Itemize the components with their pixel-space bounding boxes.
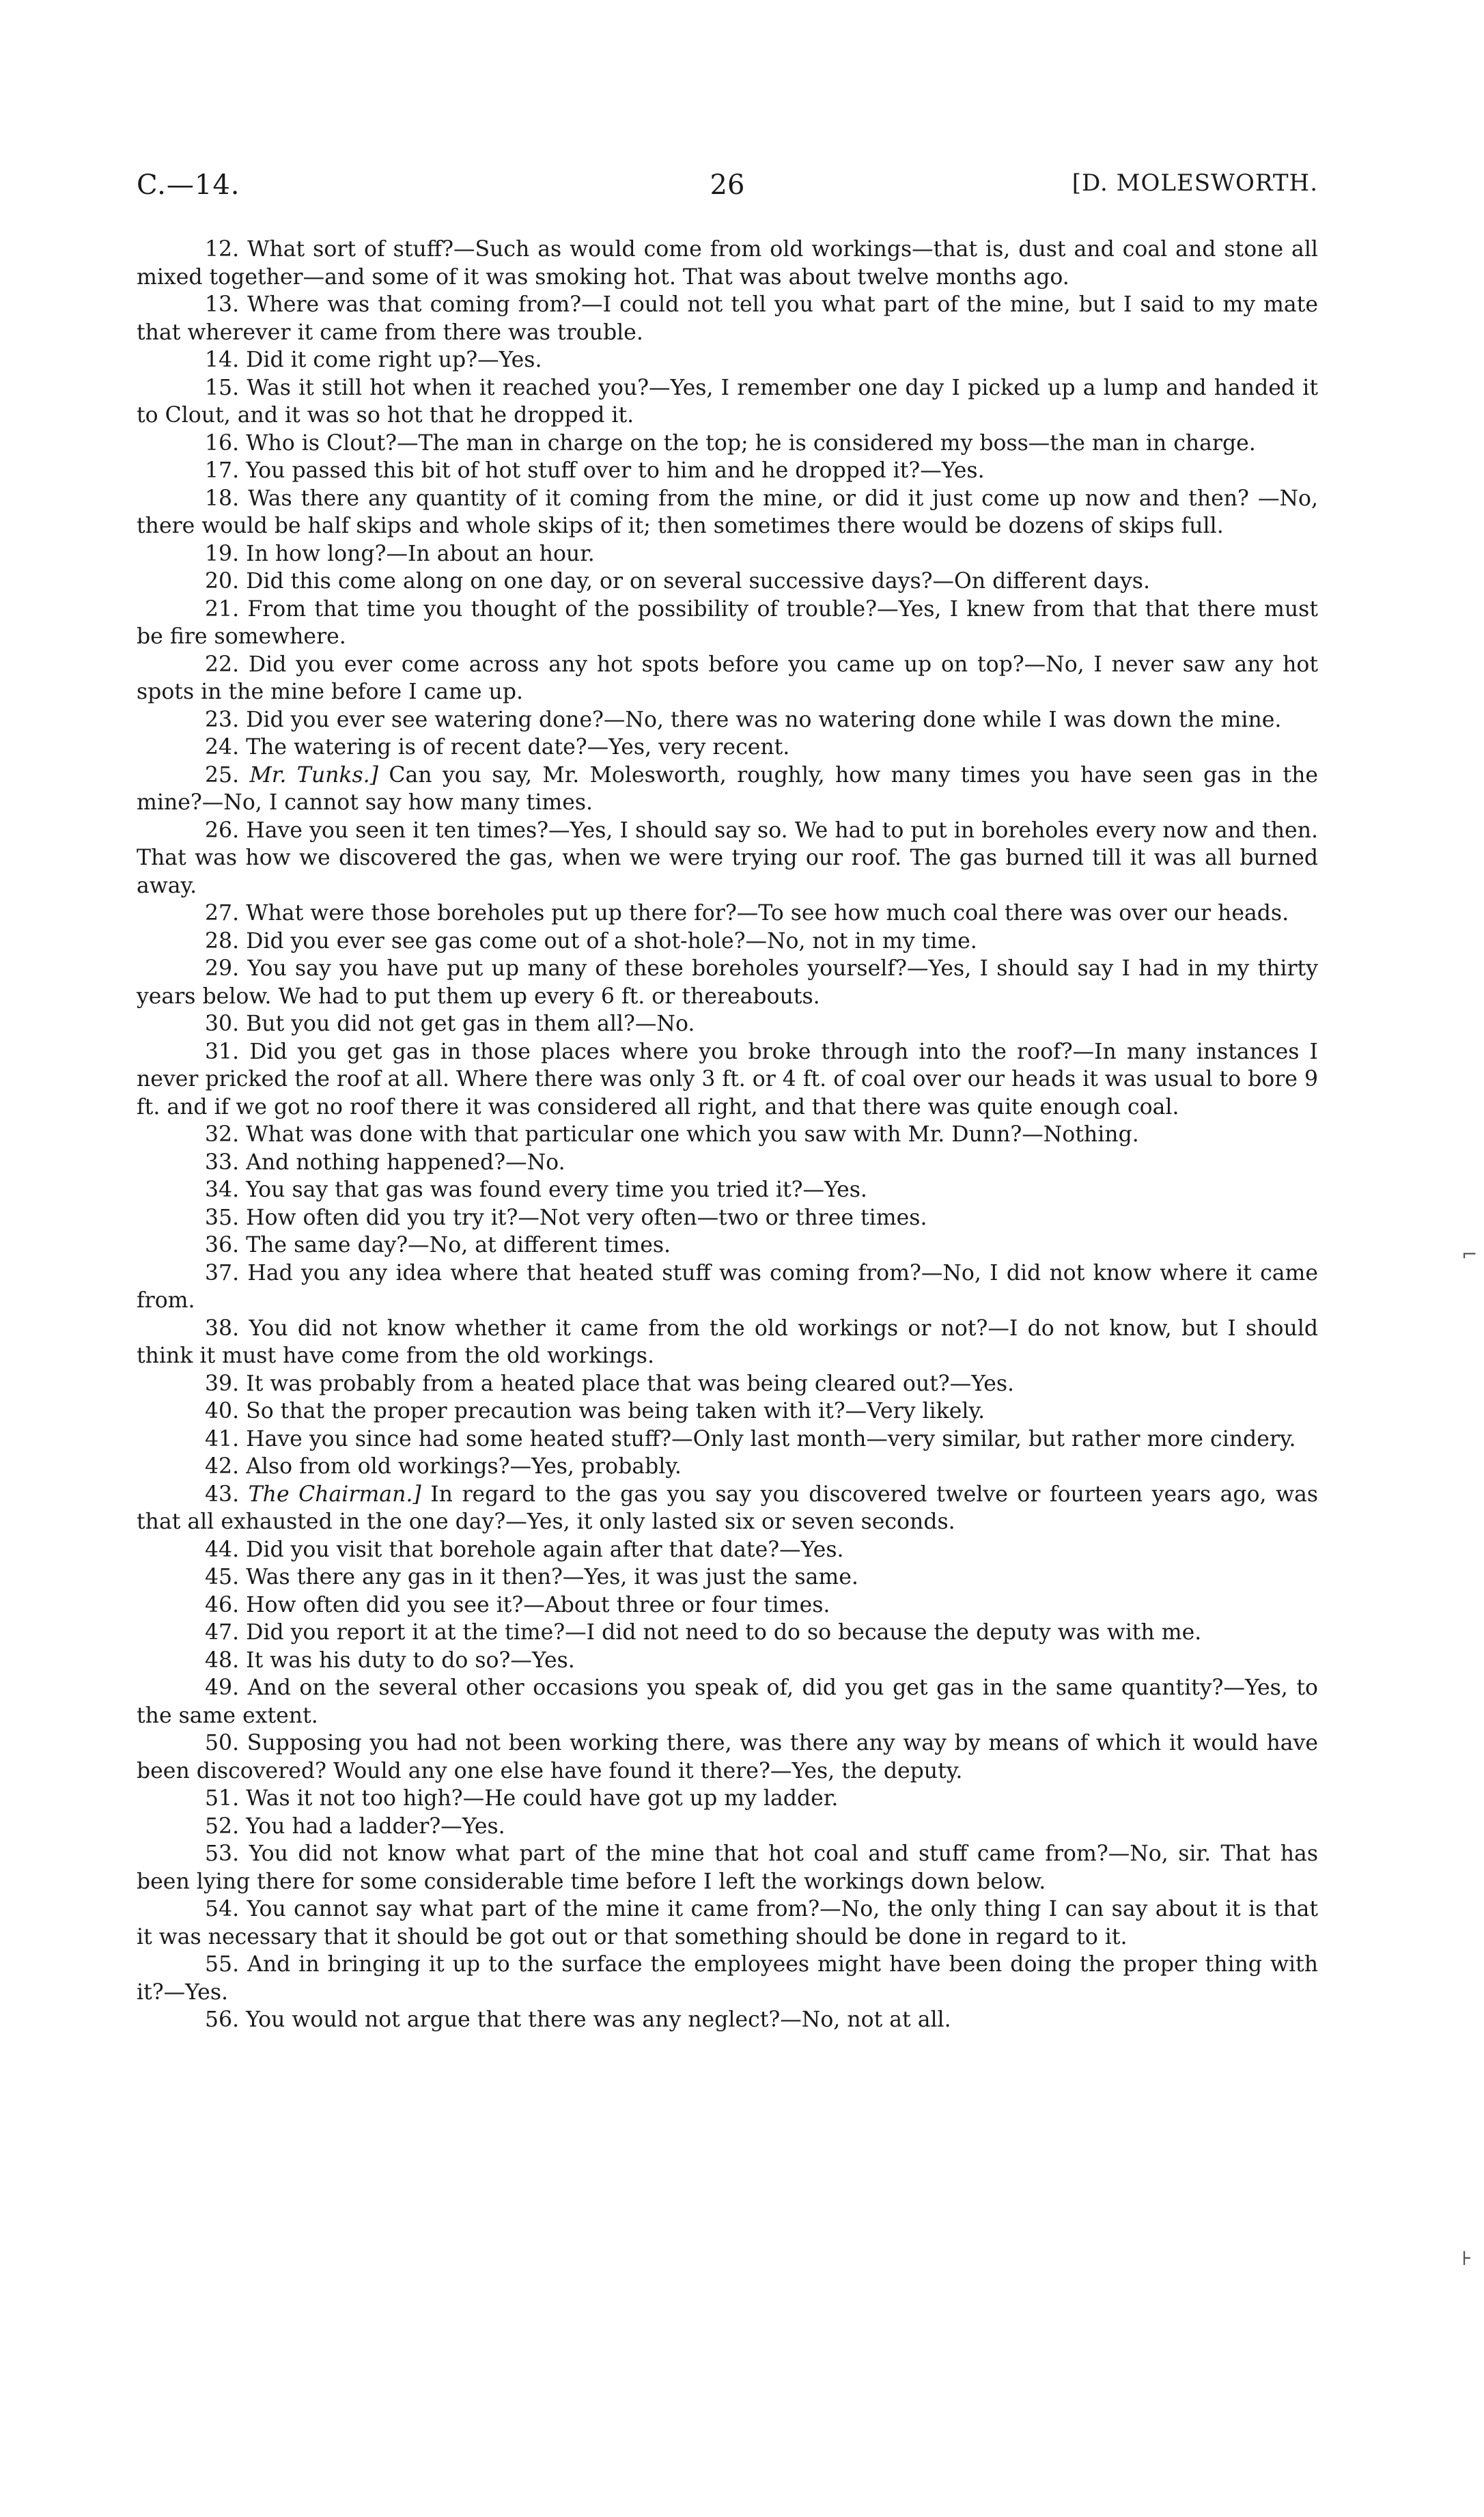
entry-number: 23.: [205, 707, 240, 732]
entry-number: 50.: [205, 1731, 240, 1755]
entry-text: It was probably from a heated place that was being cleared out?—Yes.: [246, 1371, 1015, 1396]
entry-text: Did this come along on one day, or on several successive days?—On different days.: [246, 569, 1150, 594]
entry-number: 17.: [205, 458, 240, 483]
entry-text: Where was that coming from?—I could not tell you what part of the mine, but I said to my mate that wherever it came from there was trouble.: [137, 292, 1318, 345]
qa-entry: [137, 1121, 1318, 1149]
entry-text: In regard to the gas you say you discovered twelve or fourteen years ago, was that all exhausted in the one day?—Yes, it only lasted six or seven seconds.: [137, 1482, 1319, 1534]
entry-text: Was it not too high?—He could have got up my ladder.: [246, 1786, 839, 1811]
entry-text: You passed this bit of hot stuff over to him and he dropped it?—Yes.: [246, 458, 985, 483]
entry-text: And on the several other occasions you speak of, did you get gas in the same quantity?—Yes, to the same extent.: [137, 1675, 1319, 1728]
qa-entry: [137, 540, 1318, 568]
entry-number: 46.: [205, 1592, 240, 1617]
qa-entry: [137, 430, 1318, 458]
qa-entry: [137, 374, 1318, 430]
entry-number: 37.: [205, 1260, 240, 1285]
entry-number: 35.: [205, 1205, 240, 1230]
entry-text: Did you get gas in those places where you broke through into the roof?—In many instances I never pricked the roof at all. Where there was only 3 ft. or 4 ft. of coal over our heads it was usual to bore 9 ft. and if we got no roof there it was considered all right, and that there was quite enough coal.: [137, 1039, 1318, 1120]
page-header: [137, 169, 1318, 208]
qa-entry: [137, 955, 1318, 1010]
qa-entry: [137, 1426, 1318, 1454]
qa-entry: [137, 1619, 1318, 1647]
entry-number: 42.: [205, 1454, 240, 1479]
entry-text: In how long?—In about an hour.: [246, 541, 595, 566]
qa-entry: [137, 1232, 1318, 1260]
margin-mark: ⊦: [1461, 2247, 1472, 2270]
entry-text: The watering is of recent date?—Yes, very recent.: [246, 735, 790, 760]
qa-entry: [137, 1895, 1318, 1951]
entry-text: It was his duty to do so?—Yes.: [246, 1647, 575, 1673]
entry-text: But you did not get gas in them all?—No.: [246, 1012, 695, 1036]
qa-entry: [137, 1647, 1318, 1675]
transcript-body: [137, 236, 1318, 2034]
entry-text: From that time you thought of the possibility of trouble?—Yes, I knew from that that there must be fire somewhere.: [137, 596, 1318, 649]
qa-entry: [137, 928, 1318, 956]
entry-number: 38.: [205, 1316, 240, 1341]
qa-entry: [137, 1785, 1318, 1813]
qa-entry: [137, 485, 1318, 540]
entry-number: 44.: [205, 1537, 240, 1562]
entry-number: 27.: [205, 901, 240, 926]
entry-number: 18.: [205, 486, 240, 511]
entry-number: 39.: [205, 1371, 240, 1396]
entry-number: 24.: [205, 735, 240, 760]
qa-entry: [137, 1813, 1318, 1841]
entry-text: Did you report it at the time?—I did not need to do so because the deputy was with me.: [246, 1620, 1202, 1645]
entry-text: Was there any quantity of it coming from the mine, or did it just come up now and then? —No, there would be half skips and whole skips of it; then sometimes there would be dozens of skips full.: [137, 486, 1318, 538]
entry-number: 51.: [205, 1786, 240, 1811]
qa-entry: [137, 1563, 1318, 1591]
entry-number: 52.: [205, 1813, 240, 1839]
entry-number: 45.: [205, 1565, 240, 1589]
entry-number: 12.: [205, 237, 240, 262]
entry-number: 30.: [205, 1012, 240, 1036]
qa-entry: [137, 236, 1318, 291]
entry-number: 48.: [205, 1647, 240, 1673]
qa-entry: [137, 1453, 1318, 1481]
qa-entry: [137, 817, 1318, 900]
qa-entry: [137, 1397, 1318, 1426]
entry-number: 29.: [205, 956, 240, 981]
qa-entry: [137, 346, 1318, 374]
entry-text: Have you seen it ten times?—Yes, I should say so. We had to put in boreholes every now and then. That was how we discovered the gas, when we were trying our roof. The gas burned till it was all burned away.: [137, 818, 1318, 898]
entry-text: Did you ever see watering done?—No, there was no watering done while I was down the mine.: [246, 707, 1282, 732]
qa-entry: [137, 596, 1318, 651]
entry-text: Was it still hot when it reached you?—Yes, I remember one day I picked up a lump and handed it to Clout, and it was so hot that he dropped it.: [137, 375, 1318, 428]
entry-text: You did not know what part of the mine that hot coal and stuff came from?—No, sir. That has been lying there for some considerable time before I left the workings down below.: [137, 1841, 1318, 1894]
entry-text: Supposing you had not been working there, was there any way by means of which it would have been discovered? Would any one else have found it there?—Yes, the deputy.: [137, 1731, 1318, 1783]
qa-entry: [137, 1951, 1318, 2006]
entry-text: Did it come right up?—Yes.: [246, 348, 542, 372]
entry-text: What sort of stuff?—Such as would come from old workings—that is, dust and coal and stone all mixed together—and some of it was smoking hot. That was about twelve months ago.: [137, 237, 1318, 290]
qa-entry: [137, 1176, 1318, 1204]
page-number: 26: [710, 169, 745, 201]
entry-text: You cannot say what part of the mine it came from?—No, the only thing I can say about it is that it was necessary that it should be got out or that something should be done in regard to it.: [137, 1897, 1319, 1949]
entry-text: The same day?—No, at different times.: [246, 1233, 671, 1257]
entry-number: 56.: [205, 2007, 240, 2032]
qa-entry: [137, 1536, 1318, 1564]
entry-number: 49.: [205, 1675, 240, 1700]
entry-text: And in bringing it up to the surface the employees might have been doing the proper thing with it?—Yes.: [137, 1952, 1318, 2005]
entry-number: 22.: [205, 652, 240, 677]
entry-text: So that the proper precaution was being taken with it?—Very likely.: [246, 1399, 985, 1423]
entry-number: 47.: [205, 1620, 240, 1645]
entry-text: You did not know whether it came from the old workings or not?—I do not know, but I should think it must have come from the old workings.: [137, 1316, 1318, 1368]
entry-number: 15.: [205, 375, 240, 400]
entry-text: Did you visit that borehole again after that date?—Yes.: [246, 1537, 844, 1562]
qa-entry: [137, 1260, 1318, 1315]
entry-text: You say that gas was found every time you tried it?—Yes.: [246, 1178, 867, 1202]
qa-entry: [137, 291, 1318, 346]
qa-entry: [137, 1204, 1318, 1232]
entry-text: You say you have put up many of these boreholes yourself?—Yes, I should say I had in my thirty years below. We had to put them up every 6 ft. or thereabouts.: [137, 956, 1318, 1009]
qa-entry: [137, 706, 1318, 734]
qa-entry: [137, 734, 1318, 762]
entry-text: You would not argue that there was any neglect?—No, not at all.: [246, 2007, 951, 2032]
entry-number: 34.: [205, 1178, 240, 1202]
entry-number: 19.: [205, 541, 240, 566]
entry-text: What were those boreholes put up there for?—To see how much coal there was over our heads.: [246, 901, 1289, 926]
entry-number: 40.: [205, 1399, 240, 1423]
qa-entry: [137, 457, 1318, 485]
speaker-label: Mr. Tunks.]: [249, 762, 378, 788]
entry-text: Have you since had some heated stuff?—Only last month—very similar, but rather more cindery.: [246, 1426, 1296, 1451]
qa-entry: [137, 1149, 1318, 1177]
entry-number: 36.: [205, 1233, 240, 1257]
entry-number: 16.: [205, 430, 240, 456]
entry-text: And nothing happened?—No.: [246, 1150, 565, 1175]
entry-text: What was done with that particular one which you saw with Mr. Dunn?—Nothing.: [246, 1122, 1139, 1147]
entry-number: 21.: [205, 596, 240, 622]
qa-entry: [137, 1591, 1318, 1619]
qa-entry: [137, 1010, 1318, 1038]
qa-entry: [137, 1729, 1318, 1785]
entry-text: How often did you try it?—Not very often—two or three times.: [246, 1205, 927, 1230]
entry-text: Also from old workings?—Yes, probably.: [246, 1454, 682, 1479]
witness-name: [D. MOLESWORTH.: [1072, 169, 1318, 197]
qa-entry: [137, 1038, 1318, 1122]
entry-number: 43.: [205, 1482, 240, 1507]
qa-entry: [137, 762, 1318, 817]
qa-entry: [137, 1840, 1318, 1895]
entry-text: Did you ever come across any hot spots before you came up on top?—No, I never saw any hot spots in the mine before I came up.: [137, 652, 1318, 704]
entry-number: 54.: [205, 1897, 240, 1921]
entry-text: Did you ever see gas come out of a shot-hole?—No, not in my time.: [246, 928, 977, 954]
qa-entry: [137, 2006, 1318, 2034]
entry-number: 25.: [205, 762, 240, 788]
entry-number: 32.: [205, 1122, 240, 1147]
qa-entry: [137, 1315, 1318, 1370]
entry-text: Can you say, Mr. Molesworth, roughly, how many times you have seen gas in the mine?—No, I cannot say how many times.: [137, 762, 1318, 815]
qa-entry: [137, 1370, 1318, 1398]
qa-entry: [137, 1674, 1318, 1729]
qa-entry: [137, 900, 1318, 928]
entry-number: 41.: [205, 1426, 240, 1451]
margin-mark: ⌐: [1461, 1243, 1478, 1266]
qa-entry: [137, 568, 1318, 596]
entry-text: Had you any idea where that heated stuff was coming from?—No, I did not know where it came from.: [137, 1260, 1318, 1313]
entry-text: How often did you see it?—About three or four times.: [246, 1592, 830, 1617]
entry-text: Was there any gas in it then?—Yes, it was just the same.: [246, 1565, 858, 1589]
entry-number: 55.: [205, 1952, 240, 1977]
entry-number: 20.: [205, 569, 240, 594]
entry-number: 14.: [205, 348, 240, 372]
entry-number: 31.: [205, 1039, 240, 1064]
qa-entry: [137, 651, 1318, 706]
entry-number: 28.: [205, 928, 240, 954]
speaker-label: The Chairman.]: [248, 1482, 421, 1507]
entry-text: Who is Clout?—The man in charge on the top; he is considered my boss—the man in charge.: [246, 430, 1256, 456]
entry-number: 26.: [205, 818, 240, 843]
entry-text: You had a ladder?—Yes.: [246, 1813, 505, 1839]
entry-number: 13.: [205, 292, 240, 317]
qa-entry: [137, 1481, 1318, 1536]
entry-number: 33.: [205, 1150, 240, 1175]
entry-number: 53.: [205, 1841, 240, 1866]
paper-reference: C.—14.: [137, 169, 240, 201]
